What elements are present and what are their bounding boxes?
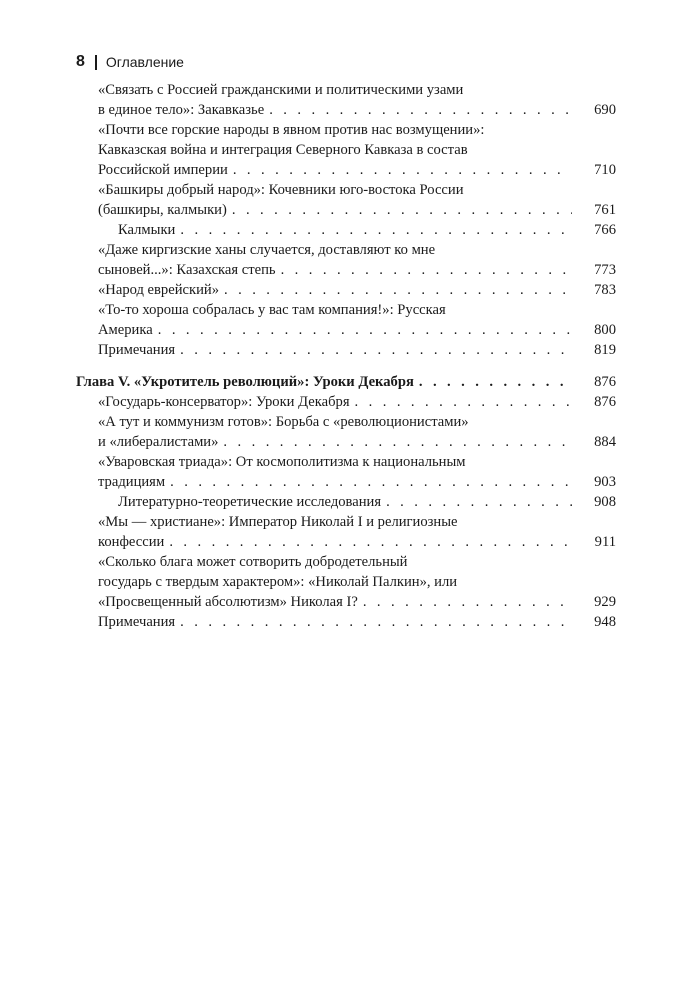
toc-page-number: 766	[594, 222, 616, 238]
toc-entry-text: «А тут и коммунизм готов»: Борьба с «революционистами»	[98, 414, 469, 430]
toc-entry-line	[98, 200, 616, 220]
dot-leader	[180, 612, 572, 632]
toc-entry-line	[118, 492, 616, 512]
toc-entry-text: Глава V. «Укротитель революций»: Уроки Декабря	[76, 374, 414, 390]
toc-entry[interactable]	[98, 452, 616, 492]
toc-entry-text: Примечания	[98, 614, 176, 630]
toc-entry-text: традициям	[98, 474, 166, 490]
toc-entry-text: конфессии	[98, 534, 165, 550]
toc-entry-line	[98, 592, 616, 612]
dot-leader	[363, 592, 572, 612]
toc-page-number: 908	[594, 494, 616, 510]
toc-entry-text: «Сколько блага может сотворить добродетельный	[98, 554, 408, 570]
running-header	[76, 52, 184, 72]
toc-entry-line	[98, 140, 616, 160]
toc-entry-line	[98, 432, 616, 452]
toc-entry-line	[118, 220, 616, 240]
toc-entry-line	[98, 472, 616, 492]
toc-entry-text: «Мы — христиане»: Император Николай I и религиозные	[98, 514, 458, 530]
toc-entry-text: Калмыки	[118, 222, 176, 238]
toc-entry-text: Америка	[98, 322, 153, 338]
toc-entry-text: Примечания	[98, 342, 176, 358]
toc-entry-line	[98, 100, 616, 120]
toc-entry-line	[98, 320, 616, 340]
toc-page-number: 903	[594, 474, 616, 490]
dot-leader	[169, 532, 572, 552]
toc-entry[interactable]	[98, 552, 616, 612]
toc-subsection-entry[interactable]	[118, 492, 616, 512]
toc-entry-text: Российской империи	[98, 162, 228, 178]
toc-entry-text: «Почти все горские народы в явном против нас возмущении»:	[98, 122, 485, 138]
page-number: 8	[76, 53, 85, 70]
toc-page-number: 929	[594, 594, 616, 610]
toc-entry[interactable]	[98, 280, 616, 300]
toc-page-number: 884	[594, 434, 616, 450]
toc-entry-line	[98, 280, 616, 300]
toc-entry-text: «Даже киргизские ханы случается, доставляют ко мне	[98, 242, 436, 258]
toc-entry-line	[98, 120, 616, 140]
toc-page-number: 761	[594, 202, 616, 218]
toc-entry-line	[98, 412, 616, 432]
dot-leader	[355, 392, 572, 412]
toc-entry[interactable]	[98, 180, 616, 220]
toc-entry[interactable]	[98, 392, 616, 412]
toc-chapter-entry[interactable]	[76, 372, 616, 392]
toc-page-number: 948	[594, 614, 616, 630]
toc-entry-line	[98, 552, 616, 572]
dot-leader	[224, 280, 572, 300]
toc-entry-text: «То-то хороша собралась у вас там компания!»: Русская	[98, 302, 446, 318]
toc-entry-text: сыновей...»: Казахская степь	[98, 262, 276, 278]
toc-entry-line	[98, 532, 616, 552]
toc-page-number: 783	[594, 282, 616, 298]
dot-leader	[180, 220, 572, 240]
toc-entry[interactable]	[98, 80, 616, 120]
dot-leader	[233, 160, 572, 180]
toc-entry-text: и «либералистами»	[98, 434, 219, 450]
toc-entry-line	[98, 392, 616, 412]
toc-entry-line	[98, 452, 616, 472]
toc-entry-text: «Уваровская триада»: От космополитизма к национальным	[98, 454, 466, 470]
dot-leader	[419, 372, 572, 392]
toc-page-number: 690	[594, 102, 616, 118]
toc-entry-text: «Просвещенный абсолютизм» Николая I?	[98, 594, 358, 610]
dot-leader	[158, 320, 572, 340]
toc-entry[interactable]	[98, 340, 616, 360]
toc-entry[interactable]	[98, 300, 616, 340]
toc-page-number: 800	[594, 322, 616, 338]
dot-leader	[170, 472, 572, 492]
toc-page-number: 911	[594, 534, 616, 550]
toc-entry-line	[98, 340, 616, 360]
toc-entry[interactable]	[98, 412, 616, 452]
dot-leader	[269, 100, 572, 120]
header-title: Оглавление	[105, 54, 184, 70]
toc-entry-line	[98, 512, 616, 532]
toc-entry-text: (башкиры, калмыки)	[98, 202, 227, 218]
toc-entry-line	[98, 80, 616, 100]
toc-page-number: 773	[594, 262, 616, 278]
toc-entry-text: «Государь-консерватор»: Уроки Декабря	[98, 394, 350, 410]
toc-entry-line	[98, 180, 616, 200]
toc-page-number: 819	[594, 342, 616, 358]
dot-leader	[223, 432, 572, 452]
toc-entry-text: «Народ еврейский»	[98, 282, 219, 298]
dot-leader	[180, 340, 572, 360]
toc-page-number: 876	[594, 394, 616, 410]
table-of-contents	[0, 80, 674, 632]
toc-entry-line	[98, 300, 616, 320]
toc-entry-text: «Башкиры добрый народ»: Кочевники юго-востока России	[98, 182, 464, 198]
toc-entry-line	[98, 160, 616, 180]
toc-entry-line	[98, 240, 616, 260]
header-separator	[95, 55, 97, 70]
toc-entry[interactable]	[98, 240, 616, 280]
toc-entry[interactable]	[98, 612, 616, 632]
toc-entry[interactable]	[98, 120, 616, 180]
dot-leader	[232, 200, 572, 220]
toc-entry-text: «Связать с Россией гражданскими и политическими узами	[98, 82, 464, 98]
dot-leader	[386, 492, 572, 512]
toc-page-number: 876	[594, 374, 616, 390]
toc-entry-text: в единое тело»: Закавказье	[98, 102, 265, 118]
toc-entry-text: Литературно-теоретические исследования	[118, 494, 382, 510]
toc-entry-text: государь с твердым характером»: «Николай Палкин», или	[98, 574, 458, 590]
toc-entry-line	[98, 572, 616, 592]
toc-entry-line	[98, 612, 616, 632]
toc-entry-line	[76, 372, 616, 392]
toc-entry[interactable]	[98, 512, 616, 552]
toc-entry-text: Кавказская война и интеграция Северного Кавказа в состав	[98, 142, 468, 158]
toc-entry-line	[98, 260, 616, 280]
toc-subsection-entry[interactable]	[118, 220, 616, 240]
chapter-gap	[0, 360, 674, 372]
toc-page-number: 710	[594, 162, 616, 178]
dot-leader	[281, 260, 572, 280]
